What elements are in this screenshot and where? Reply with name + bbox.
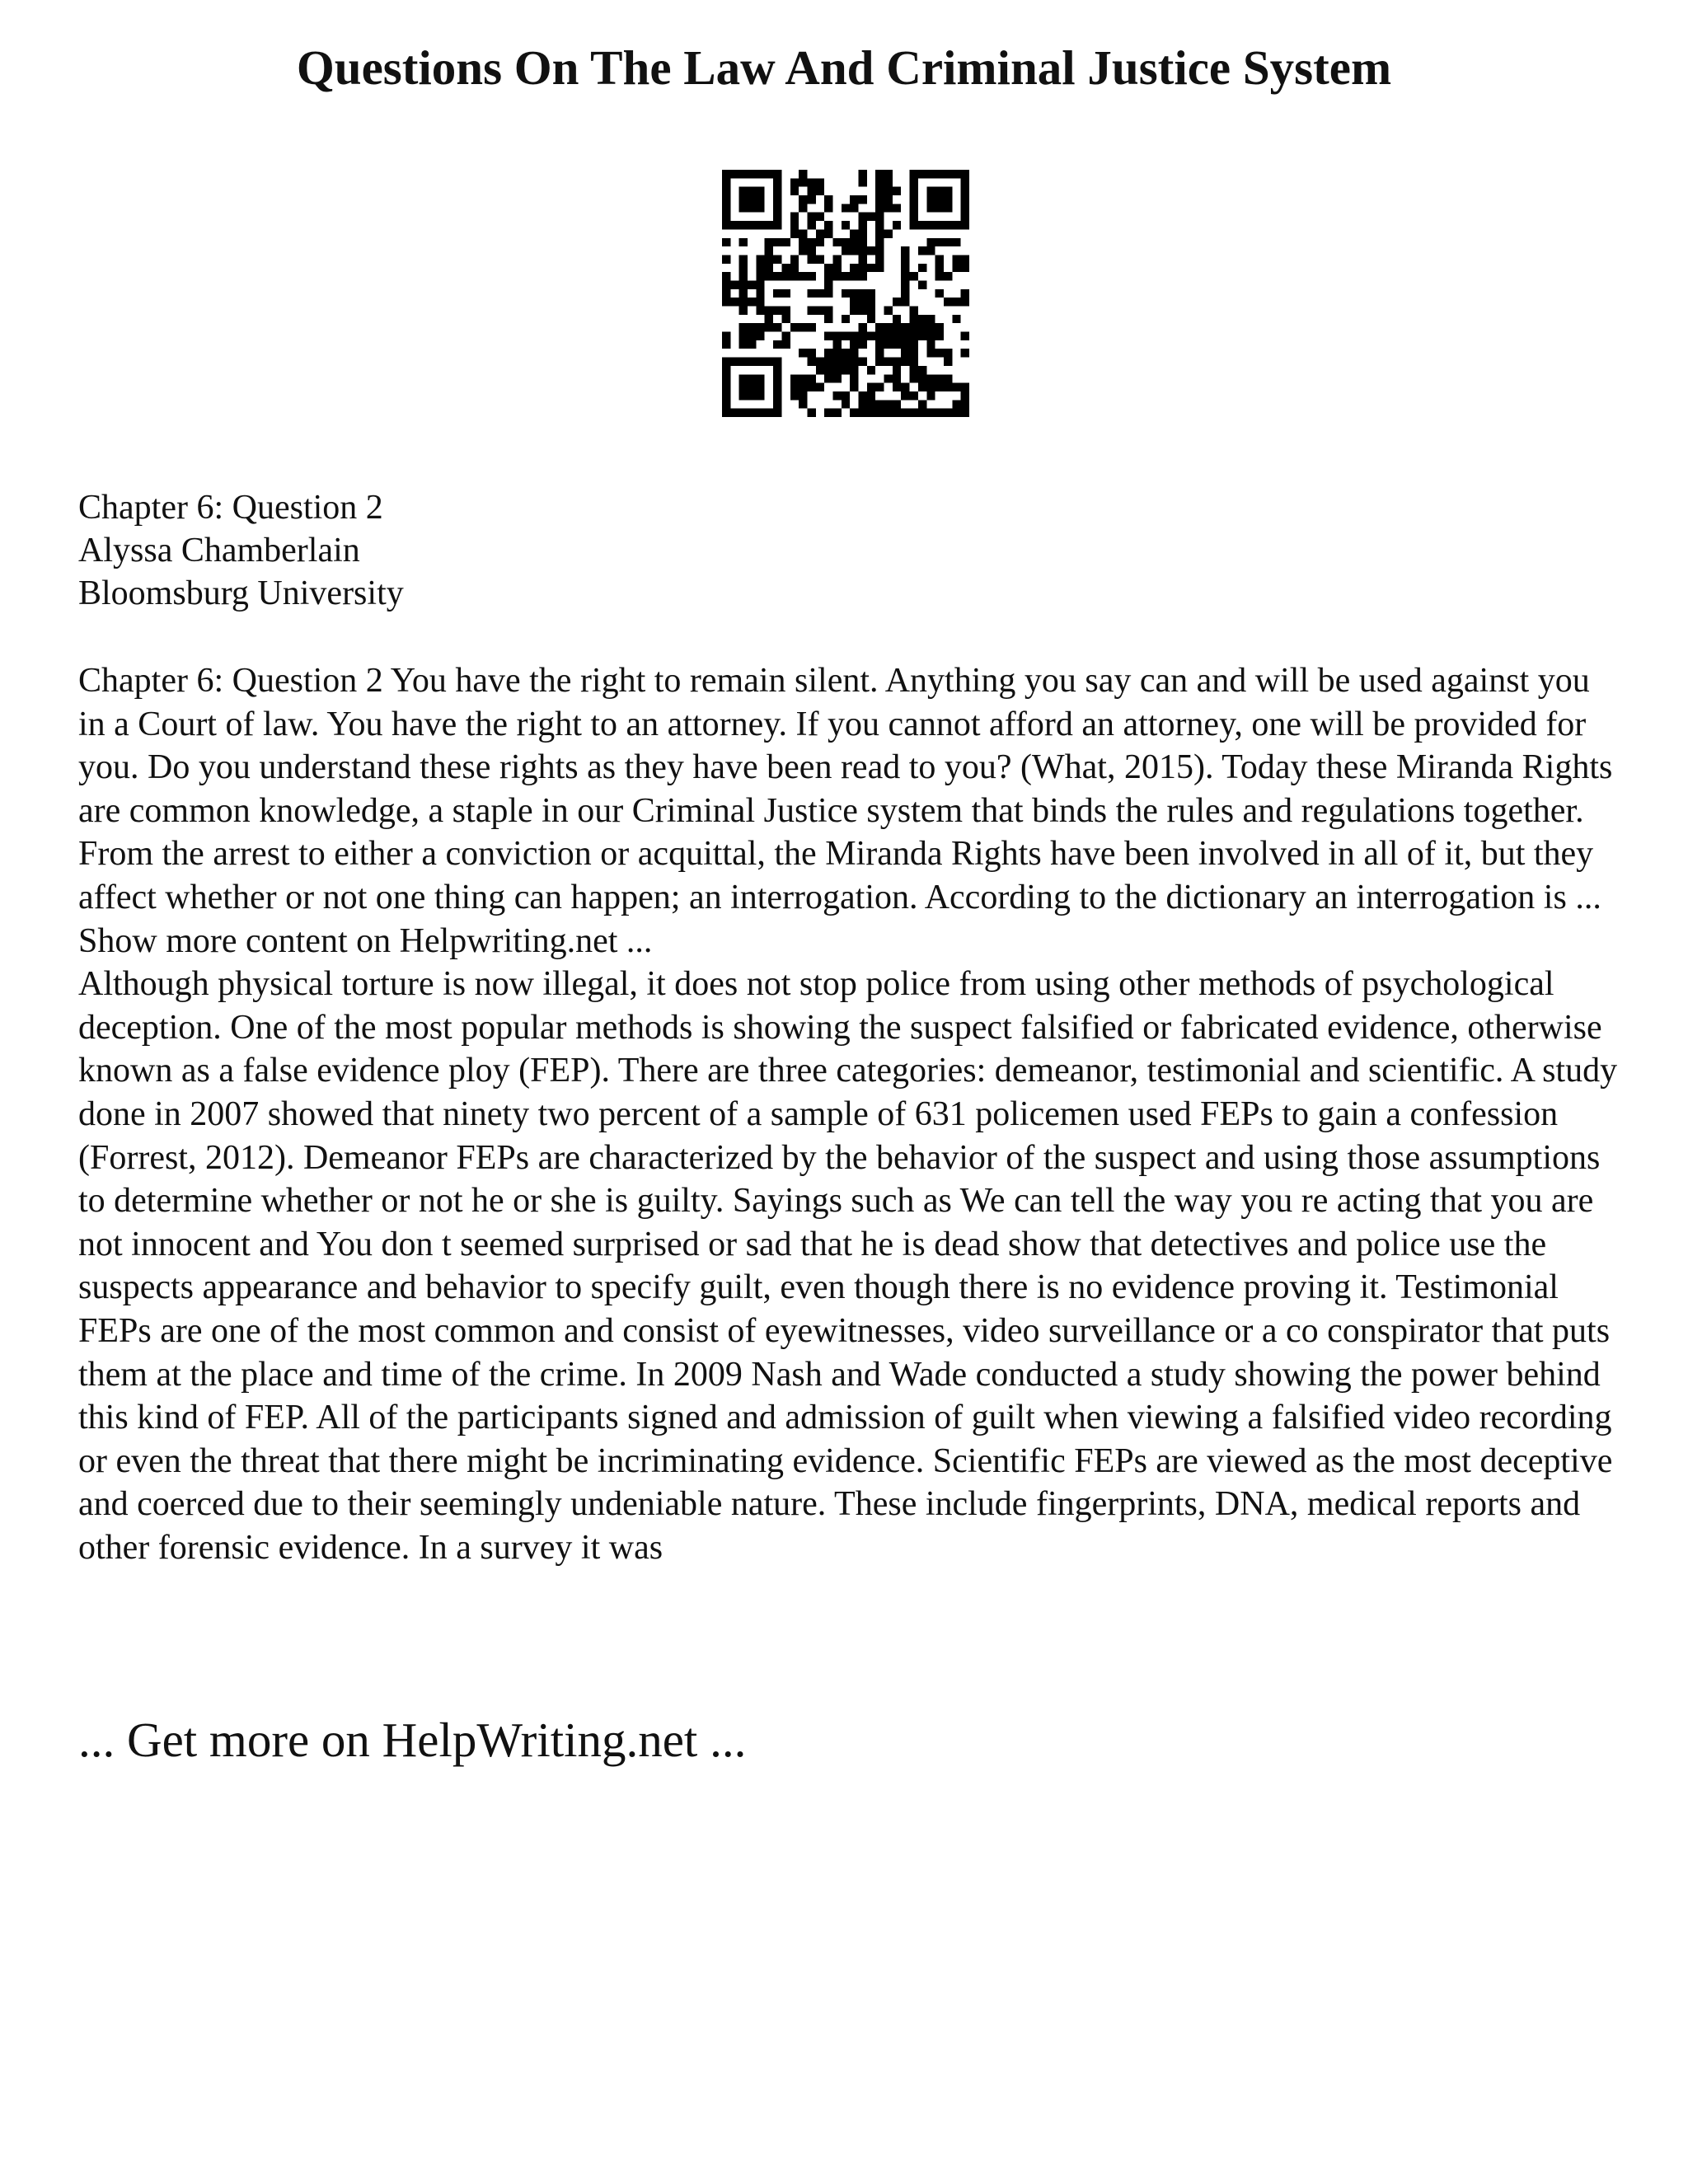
chapter-line: Chapter 6: Question 2: [78, 489, 383, 527]
document-header: [78, 486, 404, 615]
paragraph: Chapter 6: Question 2 You have the right to remain silent. Anything you say can and will be used against you in a Court of law. You have the right to an attorney. If you cannot afford an attorney, one will be provided for you. Do you understand these rights as they have been read to you? (What, 2015). Today these Miranda Rights are common knowledge, a staple in our Criminal Justice system that binds the rules and regulations together. From the arrest to either a conviction or acquittal, the Miranda Rights have been involved in all of it, but they affect whether or not one thing can happen; an interrogation. According to the dictionary an interrogation is ... Show more content on Helpwriting.net ...: [78, 662, 1613, 960]
page-title: Questions On The Law And Criminal Justice System: [296, 40, 1392, 95]
paragraph: Although physical torture is now illegal, it does not stop police from using other methods of psychological deception. One of the most popular methods is showing the suspect falsified or fabricated evidence, otherwise known as a false evidence ploy (FEP). There are three categories: demeanor, testimonial and scientific. A study done in 2007 showed that ninety two percent of a sample of 631 policemen used FEPs to gain a confession (Forrest, 2012). Demeanor FEPs are characterized by the behavior of the suspect and using those assumptions to determine whether or not he or she is guilty. Sayings such as We can tell the way you re acting that you are not innocent and You don t seemed surprised or sad that he is dead show that detectives and police use the suspects appearance and behavior to specify guilt, even though there is no evidence proving it. Testimonial FEPs are one of the most common and consist of eyewitnesses, video surveillance or a co conspirator that puts them at the place and time of the crime. In 2009 Nash and Wade conducted a study showing the power behind this kind of FEP. All of the participants signed and admission of guilt when viewing a falsified video recording or even the threat that there might be incriminating evidence. Scientific FEPs are viewed as the most deceptive and coerced due to their seemingly undeniable nature. These include fingerprints, DNA, medical reports and other forensic evidence. In a survey it was: [78, 965, 1618, 1567]
document-body: [78, 659, 1620, 1569]
author-line: Alyssa Chamberlain: [78, 532, 360, 569]
qr-code-icon: [722, 170, 969, 417]
more-content-link[interactable]: ... Get more on HelpWriting.net ...: [78, 1713, 747, 1767]
institution-line: Bloomsburg University: [78, 574, 404, 612]
